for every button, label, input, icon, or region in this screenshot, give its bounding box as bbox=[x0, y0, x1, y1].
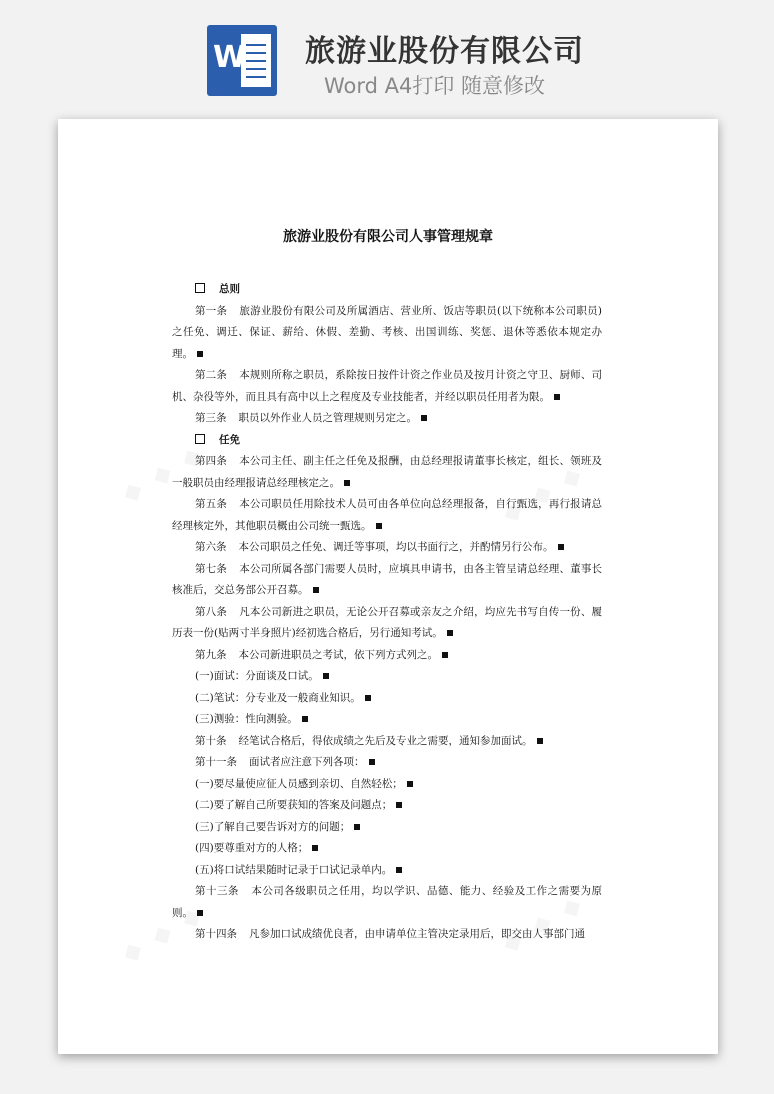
paragraph-text: 职员以外作业人员之管理规则另定之。 bbox=[238, 412, 417, 424]
paragraph-mark-icon bbox=[302, 716, 308, 722]
paragraph-mark-icon bbox=[365, 695, 371, 701]
list-item bbox=[172, 666, 602, 688]
article-paragraph bbox=[172, 494, 602, 537]
section-heading bbox=[172, 430, 602, 452]
list-item bbox=[172, 795, 602, 817]
paragraph-text: 本公司职员任用除技术人员可由各单位向总经理报备，自行甄选，再行报请总经理核定外，其他职员概由公司统一甄选。 bbox=[172, 498, 603, 532]
paragraph-mark-icon bbox=[369, 759, 375, 765]
document-body bbox=[172, 279, 602, 946]
paragraph-mark-icon bbox=[354, 824, 360, 830]
list-item bbox=[172, 860, 602, 882]
paragraph-text: (三)测验：性向测验。 bbox=[195, 713, 298, 725]
list-item bbox=[172, 709, 602, 731]
paragraph-mark-icon bbox=[323, 673, 329, 679]
article-number: 第九条 bbox=[195, 648, 227, 661]
article-number: 第八条 bbox=[195, 605, 228, 618]
checkbox-square-icon bbox=[195, 434, 205, 444]
list-item bbox=[172, 688, 602, 710]
paragraph-text: 旅游业股份有限公司及所属酒店、营业所、饭店等职员(以下统称本公司职员)之任免、调迁、保证、薪给、休假、差勤、考核、出国训练、奖惩、退休等悉依本规定办理。 bbox=[172, 304, 602, 360]
paragraph-text: 本规则所称之职员，系除按日按件计资之作业员及按月计资之守卫、厨师、司机、杂役等外，而且具有高中以上之程度及专业技能者，并经以职员任用者为限。 bbox=[172, 369, 603, 403]
paragraph-text: (四)要尊重对方的人格； bbox=[195, 842, 309, 854]
article-paragraph bbox=[172, 559, 602, 602]
article-paragraph bbox=[172, 731, 602, 753]
paragraph-mark-icon bbox=[197, 351, 203, 357]
paragraph-mark-icon bbox=[407, 781, 413, 787]
article-number: 第五条 bbox=[195, 498, 228, 510]
paragraph-mark-icon bbox=[442, 652, 448, 658]
article-number: 第十三条 bbox=[195, 885, 239, 897]
paragraph-text: 经笔试合格后，得依成绩之先后及专业之需要，通知参加面试。 bbox=[238, 734, 533, 747]
paragraph-mark-icon bbox=[554, 394, 560, 400]
paragraph-mark-icon bbox=[558, 544, 564, 550]
article-number: 第一条 bbox=[195, 304, 228, 317]
paragraph-mark-icon bbox=[537, 738, 543, 744]
paragraph-text: 凡本公司新进之职员，无论公开召募或亲友之介绍，均应先书写自传一份、履历表一份(贴两寸半身照片)经初选合格后，另行通知考试。 bbox=[172, 605, 603, 639]
paragraph-mark-icon bbox=[197, 910, 203, 916]
paragraph-mark-icon bbox=[344, 480, 350, 486]
paragraph-mark-icon bbox=[313, 587, 319, 593]
paragraph-text: (三)了解自己要告诉对方的问题； bbox=[195, 820, 351, 833]
document-title: 旅游业股份有限公司人事管理规章 bbox=[283, 229, 493, 245]
paragraph-mark-icon bbox=[447, 630, 453, 636]
word-icon-letter: W bbox=[213, 40, 247, 75]
paragraph-text: (五)将口试结果随时记录于口试记录单内。 bbox=[195, 863, 393, 876]
article-number: 第七条 bbox=[195, 562, 228, 575]
article-paragraph bbox=[172, 408, 602, 430]
paragraph-text: 本公司所属各部门需要人员时，应填具申请书，由各主管呈请总经理、董事长核准后，交总务部公开召募。 bbox=[172, 562, 603, 596]
paragraph-text: (二)要了解自己所要获知的答案及问题点； bbox=[195, 799, 393, 811]
article-number: 第十一条 bbox=[195, 756, 237, 768]
banner-title: 旅游业股份有限公司 bbox=[305, 34, 584, 69]
checkbox-square-icon bbox=[195, 283, 205, 293]
article-number: 第十条 bbox=[195, 734, 227, 747]
article-paragraph bbox=[172, 881, 602, 924]
article-number: 第三条 bbox=[195, 412, 227, 424]
article-paragraph bbox=[172, 537, 602, 559]
list-item bbox=[172, 774, 602, 796]
article-number: 第二条 bbox=[195, 369, 228, 381]
paragraph-text: (一)要尽量使应征人员感到亲切、自然轻松； bbox=[195, 777, 403, 790]
article-paragraph bbox=[172, 365, 602, 408]
paragraph-text: 本公司职员之任免、调迁等事项，均以书面行之，并酌情另行公布。 bbox=[238, 541, 554, 553]
word-app-icon bbox=[207, 25, 277, 96]
article-paragraph bbox=[172, 602, 602, 645]
article-number: 第六条 bbox=[195, 541, 227, 553]
paragraph-text: 本公司主任、副主任之任免及报酬，由总经理报请董事长核定，组长、领班及一般职员由经理报请总经理核定之。 bbox=[172, 455, 603, 489]
section-heading-text: 总则 bbox=[219, 283, 240, 295]
article-paragraph bbox=[172, 301, 602, 366]
document-page bbox=[58, 119, 718, 1054]
paragraph-text: (二)笔试：分专业及一般商业知识。 bbox=[195, 691, 361, 704]
paragraph-text: (一)面试：分面谈及口试。 bbox=[195, 670, 319, 682]
paragraph-mark-icon bbox=[376, 523, 382, 529]
section-heading-text: 任免 bbox=[219, 433, 240, 446]
banner-subtitle: Word A4打印 随意修改 bbox=[324, 74, 546, 98]
paragraph-text: 本公司新进职员之考试，依下列方式列之。 bbox=[238, 648, 438, 661]
paragraph-mark-icon bbox=[312, 845, 318, 851]
article-number: 第四条 bbox=[195, 455, 228, 467]
article-number: 第十四条 bbox=[195, 928, 237, 940]
paragraph-mark-icon bbox=[396, 802, 402, 808]
article-paragraph bbox=[172, 645, 602, 667]
paragraph-text: 面试者应注意下列各项： bbox=[249, 756, 365, 768]
paragraph-mark-icon bbox=[396, 867, 402, 873]
article-paragraph bbox=[172, 924, 602, 946]
list-item bbox=[172, 817, 602, 839]
header-banner bbox=[0, 0, 774, 118]
article-paragraph bbox=[172, 451, 602, 494]
list-item bbox=[172, 838, 602, 860]
paragraph-text: 凡参加口试成绩优良者，由申请单位主管决定录用后，即交由人事部门通 bbox=[249, 928, 585, 940]
paragraph-mark-icon bbox=[421, 415, 427, 421]
article-paragraph bbox=[172, 752, 602, 774]
paragraph-text: 本公司各级职员之任用，均以学识、品德、能力、经验及工作之需要为原则。 bbox=[172, 885, 603, 919]
section-heading bbox=[172, 279, 602, 301]
